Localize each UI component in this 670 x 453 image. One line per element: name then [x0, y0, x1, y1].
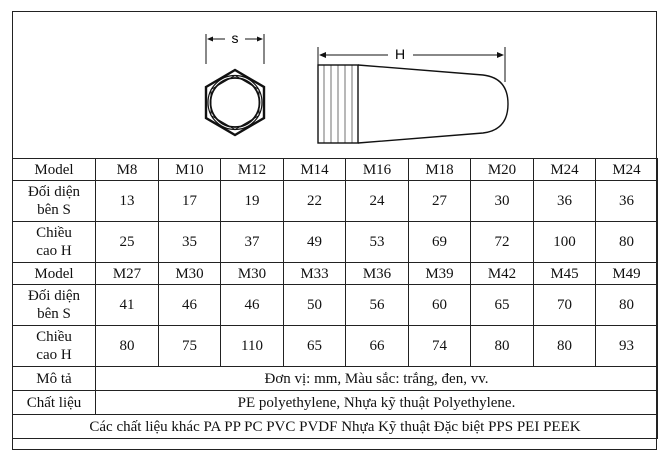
model-label: Model	[13, 263, 96, 285]
h-cell: 37	[221, 222, 284, 263]
s-cell: 56	[346, 285, 409, 326]
model-row-2	[13, 263, 658, 285]
h-cell: 69	[409, 222, 471, 263]
h-cell: 74	[409, 326, 471, 367]
s-row-2	[13, 285, 658, 326]
model-cell: M49	[596, 263, 658, 285]
material-value: PE polyethylene, Nhựa kỹ thuật Polyethylene.	[96, 391, 658, 415]
h-cell: 93	[596, 326, 658, 367]
dim-s-label: s	[231, 30, 239, 46]
material-row	[13, 391, 658, 415]
cap-technical-drawing	[13, 12, 656, 158]
s-cell: 65	[471, 285, 534, 326]
h-cell: 75	[159, 326, 221, 367]
h-label-line2: cao H	[36, 243, 72, 259]
model-cell: M27	[96, 263, 159, 285]
model-cell: M30	[159, 263, 221, 285]
s-cell: 19	[221, 181, 284, 222]
model-cell: M12	[221, 159, 284, 181]
h-cell: 49	[284, 222, 346, 263]
s-cell: 50	[284, 285, 346, 326]
s-cell: 70	[534, 285, 596, 326]
model-cell: M18	[409, 159, 471, 181]
h-label	[13, 222, 96, 263]
h-label-line2: cao H	[36, 347, 72, 363]
s-cell: 46	[159, 285, 221, 326]
h-label-line1: Chiều	[36, 329, 72, 345]
h-cell: 66	[346, 326, 409, 367]
description-row	[13, 367, 658, 391]
model-cell: M45	[534, 263, 596, 285]
s-label-line2: bên S	[37, 306, 71, 322]
model-cell: M24	[534, 159, 596, 181]
size-spec-table	[12, 158, 658, 439]
h-cell: 80	[534, 326, 596, 367]
s-cell: 24	[346, 181, 409, 222]
h-cell: 100	[534, 222, 596, 263]
model-label: Model	[13, 159, 96, 181]
h-cell: 80	[471, 326, 534, 367]
h-cell: 25	[96, 222, 159, 263]
s-cell: 30	[471, 181, 534, 222]
model-cell: M30	[221, 263, 284, 285]
s-row-1	[13, 181, 658, 222]
model-cell: M24	[596, 159, 658, 181]
h-cell: 53	[346, 222, 409, 263]
description-label: Mô tả	[13, 367, 96, 391]
s-cell: 80	[596, 285, 658, 326]
dim-h-label: H	[394, 46, 406, 62]
material-label: Chất liệu	[13, 391, 96, 415]
h-row-2	[13, 326, 658, 367]
s-label-line1: Đối diện	[27, 288, 81, 304]
s-cell: 36	[534, 181, 596, 222]
h-cell: 80	[596, 222, 658, 263]
other-materials-note: Các chất liệu khác PA PP PC PVC PVDF Nhựa Kỹ thuật Đặc biệt PPS PEI PEEK	[13, 415, 658, 439]
product-spec-sheet	[12, 11, 657, 450]
s-cell: 36	[596, 181, 658, 222]
h-label	[13, 326, 96, 367]
model-cell: M14	[284, 159, 346, 181]
model-cell: M39	[409, 263, 471, 285]
s-label-line1: Đối diện	[27, 184, 81, 200]
description-value: Đơn vị: mm, Màu sắc: trắng, đen, vv.	[96, 367, 658, 391]
s-cell: 60	[409, 285, 471, 326]
h-cell: 72	[471, 222, 534, 263]
model-cell: M36	[346, 263, 409, 285]
model-cell: M33	[284, 263, 346, 285]
model-cell: M20	[471, 159, 534, 181]
s-cell: 13	[96, 181, 159, 222]
s-label	[13, 181, 96, 222]
h-row-1	[13, 222, 658, 263]
h-label-line1: Chiều	[36, 225, 72, 241]
h-cell: 110	[221, 326, 284, 367]
s-label-line2: bên S	[37, 202, 71, 218]
s-cell: 41	[96, 285, 159, 326]
hex-end-view	[206, 34, 264, 135]
model-cell: M10	[159, 159, 221, 181]
cap-side-view	[318, 47, 508, 143]
s-cell: 22	[284, 181, 346, 222]
s-cell: 46	[221, 285, 284, 326]
model-cell: M16	[346, 159, 409, 181]
model-cell: M42	[471, 263, 534, 285]
footer-row	[13, 415, 658, 439]
h-cell: 65	[284, 326, 346, 367]
model-row-1	[13, 159, 658, 181]
s-label	[13, 285, 96, 326]
model-cell: M8	[96, 159, 159, 181]
s-cell: 27	[409, 181, 471, 222]
h-cell: 80	[96, 326, 159, 367]
s-cell: 17	[159, 181, 221, 222]
h-cell: 35	[159, 222, 221, 263]
